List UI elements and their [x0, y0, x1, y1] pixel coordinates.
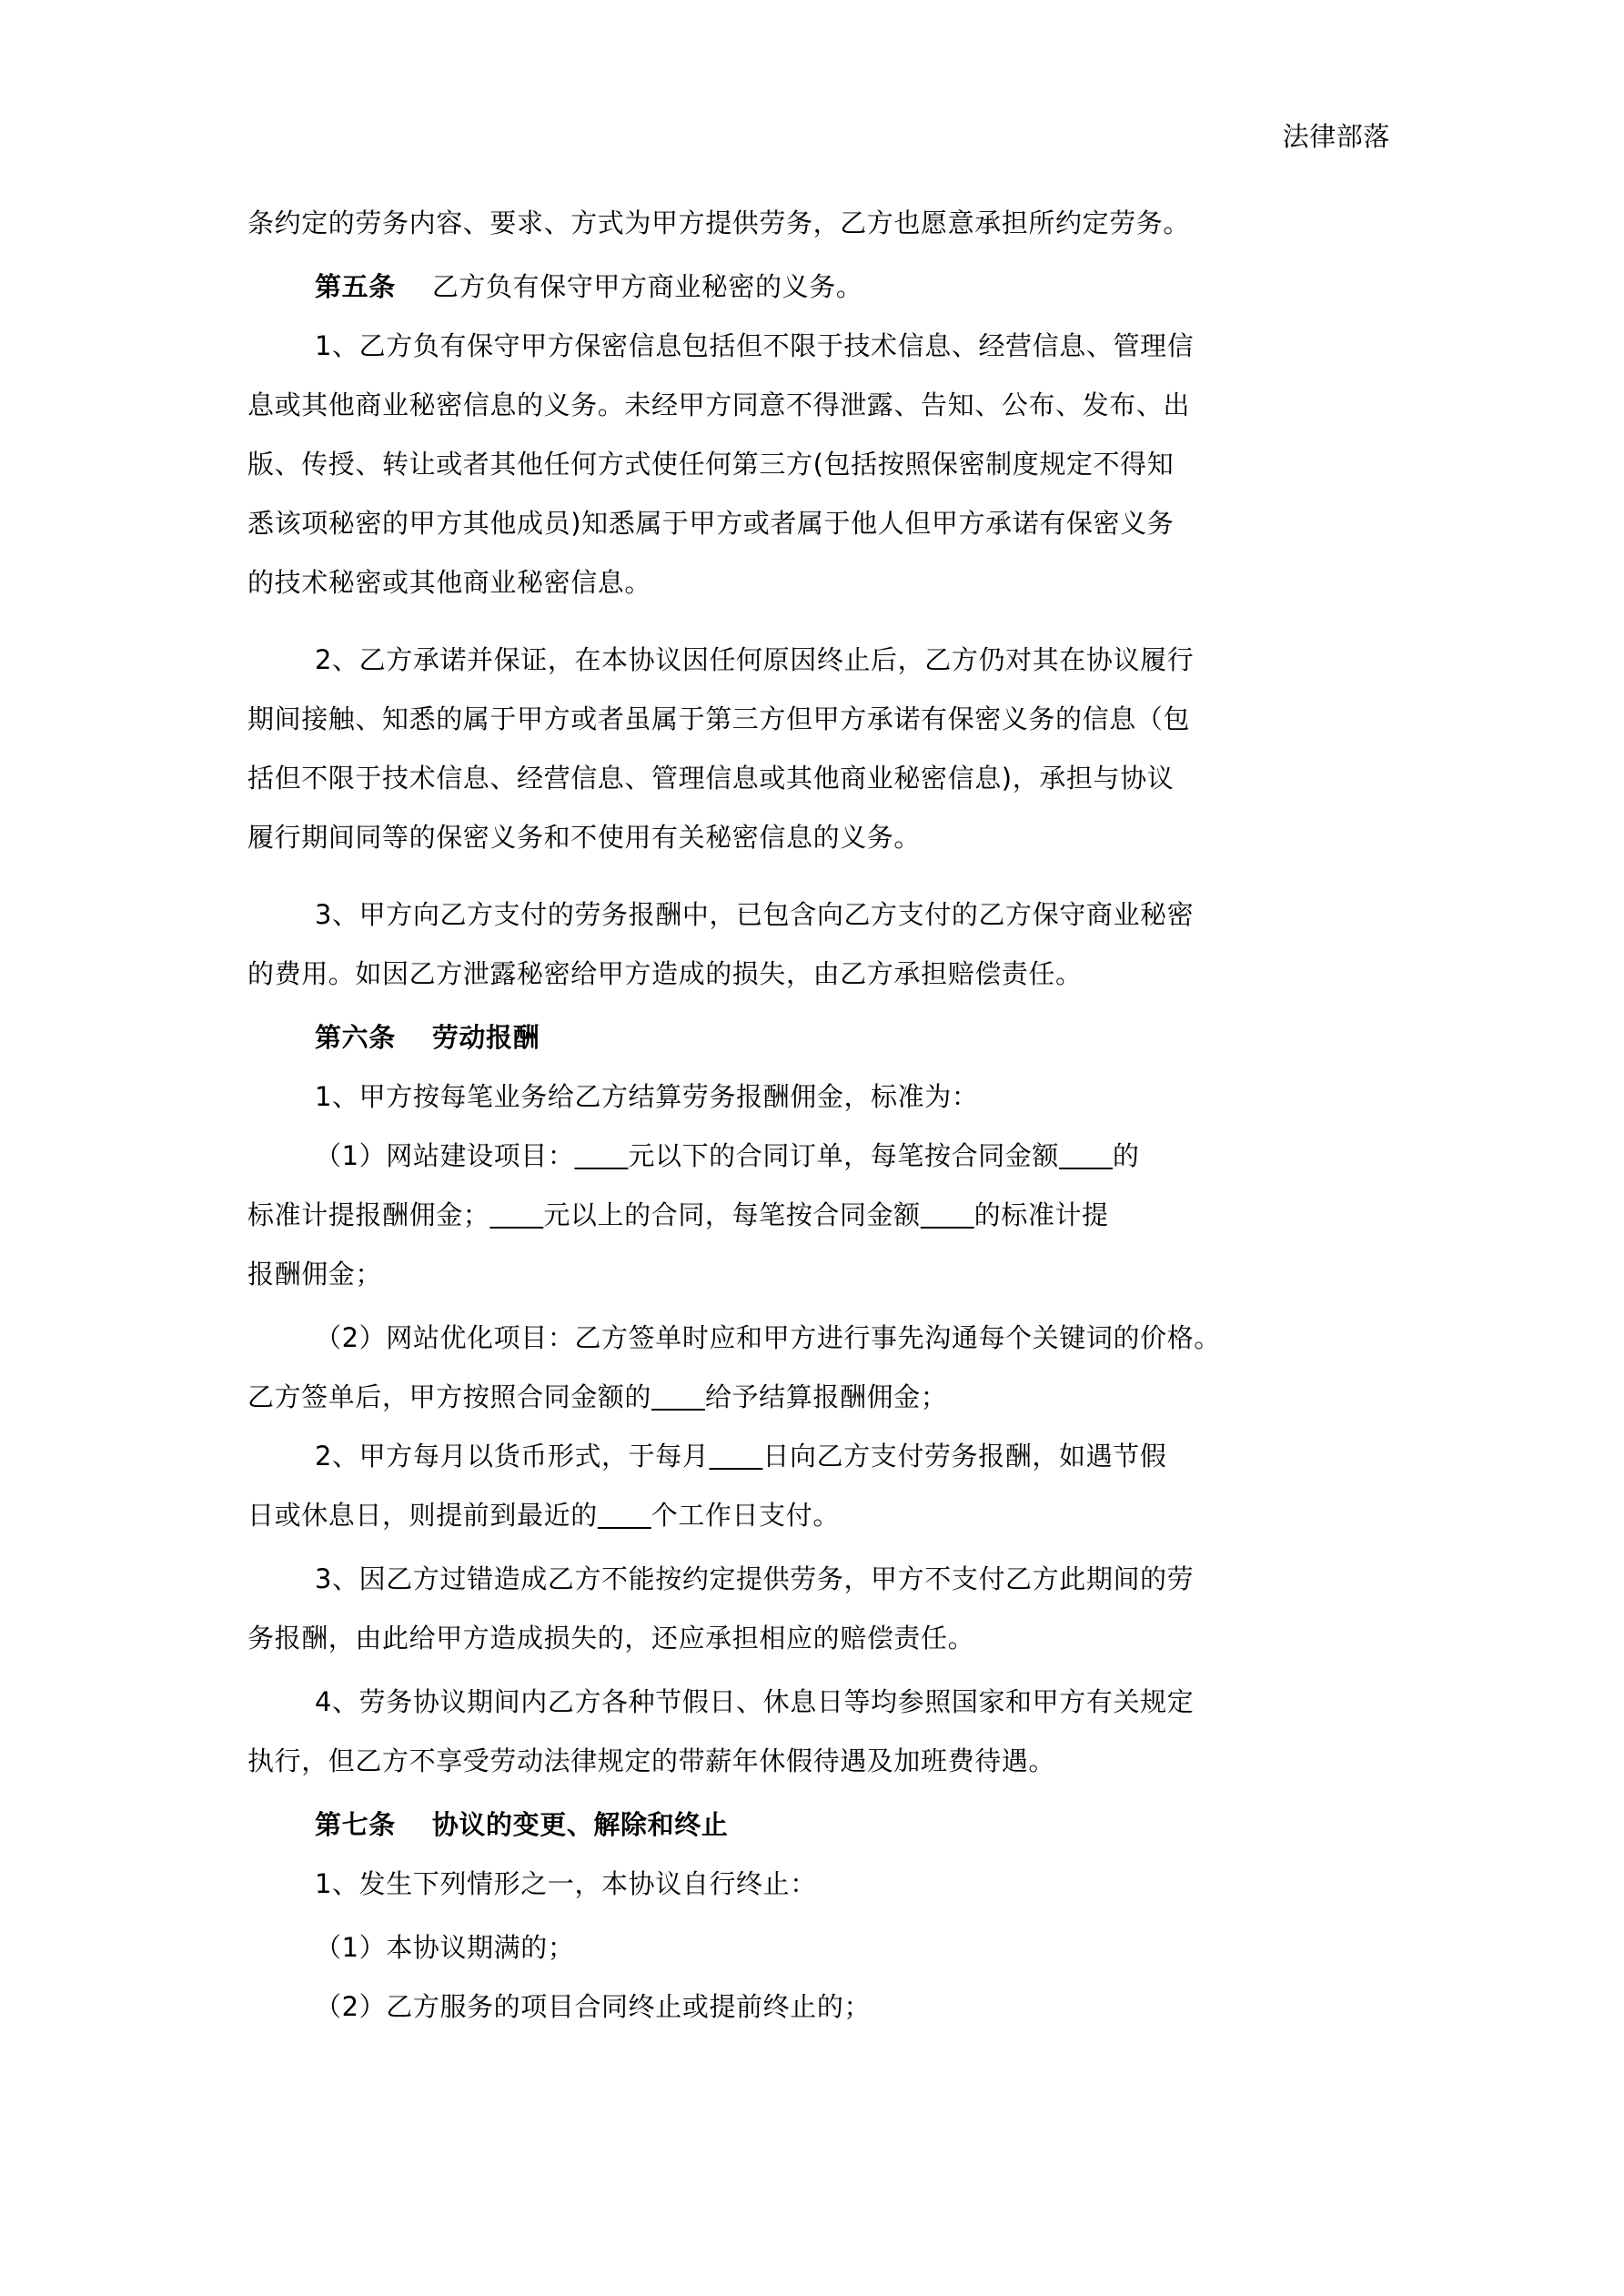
paragraph-line [315, 1138, 1140, 1174]
paragraph-line: 息或其他商业秘密信息的义务。未经甲方同意不得泄露、告知、公布、发布、出 [247, 389, 1191, 420]
text-run: 乙方签单后，甲方按照合同金额的 [247, 1381, 652, 1412]
text-run: 日向乙方支付劳务报酬，如遇节假 [762, 1441, 1167, 1472]
text-run: 元以下的合同订单，每笔按合同金额 [628, 1140, 1059, 1171]
paragraph-line: 版、传授、转让或者其他任何方式使任何第三方(包括按照保密制度规定不得知 [247, 449, 1175, 480]
text-run: 2、甲方每月以货币形式，于每月 [315, 1441, 710, 1472]
paragraph-line: （2）网站优化项目：乙方签单时应和甲方进行事先沟通每个关键词的价格。 [315, 1322, 1221, 1353]
paragraph-line [315, 1438, 1166, 1474]
paragraph-line: 期间接触、知悉的属于甲方或者虽属于第三方但甲方承诺有保密义务的信息（包 [247, 703, 1191, 734]
fill-blank [598, 1500, 651, 1531]
text-run: （1）网站建设项目： [315, 1140, 575, 1171]
section-title: 第七条 [315, 1809, 396, 1840]
paragraph-line [247, 1197, 1109, 1233]
paragraph-line: 报酬佣金； [247, 1259, 383, 1290]
fill-blank [651, 1381, 705, 1412]
paragraph-line: （1）本协议期满的； [315, 1932, 575, 1963]
paragraph-line [247, 1379, 947, 1415]
paragraph-line [247, 1497, 840, 1533]
paragraph-line: 1、甲方按每笔业务给乙方结算劳务报酬佣金，标准为： [315, 1081, 979, 1112]
paragraph-line: 履行期间同等的保密义务和不使用有关秘密信息的义务。 [247, 822, 922, 853]
section-6-heading [315, 1019, 540, 1056]
fill-blank [709, 1441, 762, 1472]
paragraph-line: 括但不限于技术信息、经营信息、管理信息或其他商业秘密信息)，承担与协议 [247, 763, 1175, 794]
paragraph-line: 1、乙方负有保守甲方保密信息包括但不限于技术信息、经营信息、管理信 [315, 330, 1195, 361]
text-run: 标准计提报酬佣金； [247, 1199, 490, 1230]
paragraph-line: 3、因乙方过错造成乙方不能按约定提供劳务，甲方不支付乙方此期间的劳 [315, 1563, 1195, 1594]
paragraph-line: 2、乙方承诺并保证，在本协议因任何原因终止后，乙方仍对其在协议履行 [315, 644, 1195, 675]
fill-blank [921, 1199, 974, 1230]
paragraph-line: 的技术秘密或其他商业秘密信息。 [247, 567, 652, 598]
text-run: 元以上的合同，每笔按合同金额 [543, 1199, 921, 1230]
text-run: 给予结算报酬佣金； [704, 1381, 948, 1412]
section-7-heading [315, 1806, 728, 1843]
paragraph-line: 4、劳务协议期间内乙方各种节假日、休息日等均参照国家和甲方有关规定 [315, 1686, 1195, 1717]
paragraph-line: 执行，但乙方不享受劳动法律规定的带薪年休假待遇及加班费待遇。 [247, 1745, 1056, 1776]
text-run: 的 [1112, 1140, 1140, 1171]
paragraph-line: 1、发生下列情形之一，本协议自行终止： [315, 1868, 817, 1899]
section-text: 乙方负有保守甲方商业秘密的义务。 [431, 271, 863, 302]
section-title: 第六条 [315, 1022, 396, 1053]
paragraph-line: （2）乙方服务的项目合同终止或提前终止的； [315, 1991, 872, 2022]
text-run: 个工作日支付。 [651, 1500, 840, 1531]
paragraph-line: 务报酬，由此给甲方造成损失的，还应承担相应的赔偿责任。 [247, 1623, 975, 1654]
section-title: 第五条 [315, 271, 396, 302]
fill-blank [574, 1140, 628, 1171]
section-5-heading [315, 268, 862, 305]
fill-blank [489, 1199, 543, 1230]
paragraph-line: 的费用。如因乙方泄露秘密给甲方造成的损失，由乙方承担赔偿责任。 [247, 958, 1083, 989]
section-text: 协议的变更、解除和终止 [431, 1809, 729, 1840]
paragraph-line: 3、甲方向乙方支付的劳务报酬中，已包含向乙方支付的乙方保守商业秘密 [315, 899, 1195, 930]
paragraph-line: 悉该项秘密的甲方其他成员)知悉属于甲方或者属于他人但甲方承诺有保密义务 [247, 508, 1175, 539]
section-text: 劳动报酬 [431, 1022, 540, 1053]
text-run: 日或休息日，则提前到最近的 [247, 1500, 598, 1531]
fill-blank [1059, 1140, 1113, 1171]
paragraph-line: 条约定的劳务内容、要求、方式为甲方提供劳务，乙方也愿意承担所约定劳务。 [247, 207, 1191, 238]
header-label: 法律部落 [1282, 121, 1390, 152]
text-run: 的标准计提 [973, 1199, 1109, 1230]
